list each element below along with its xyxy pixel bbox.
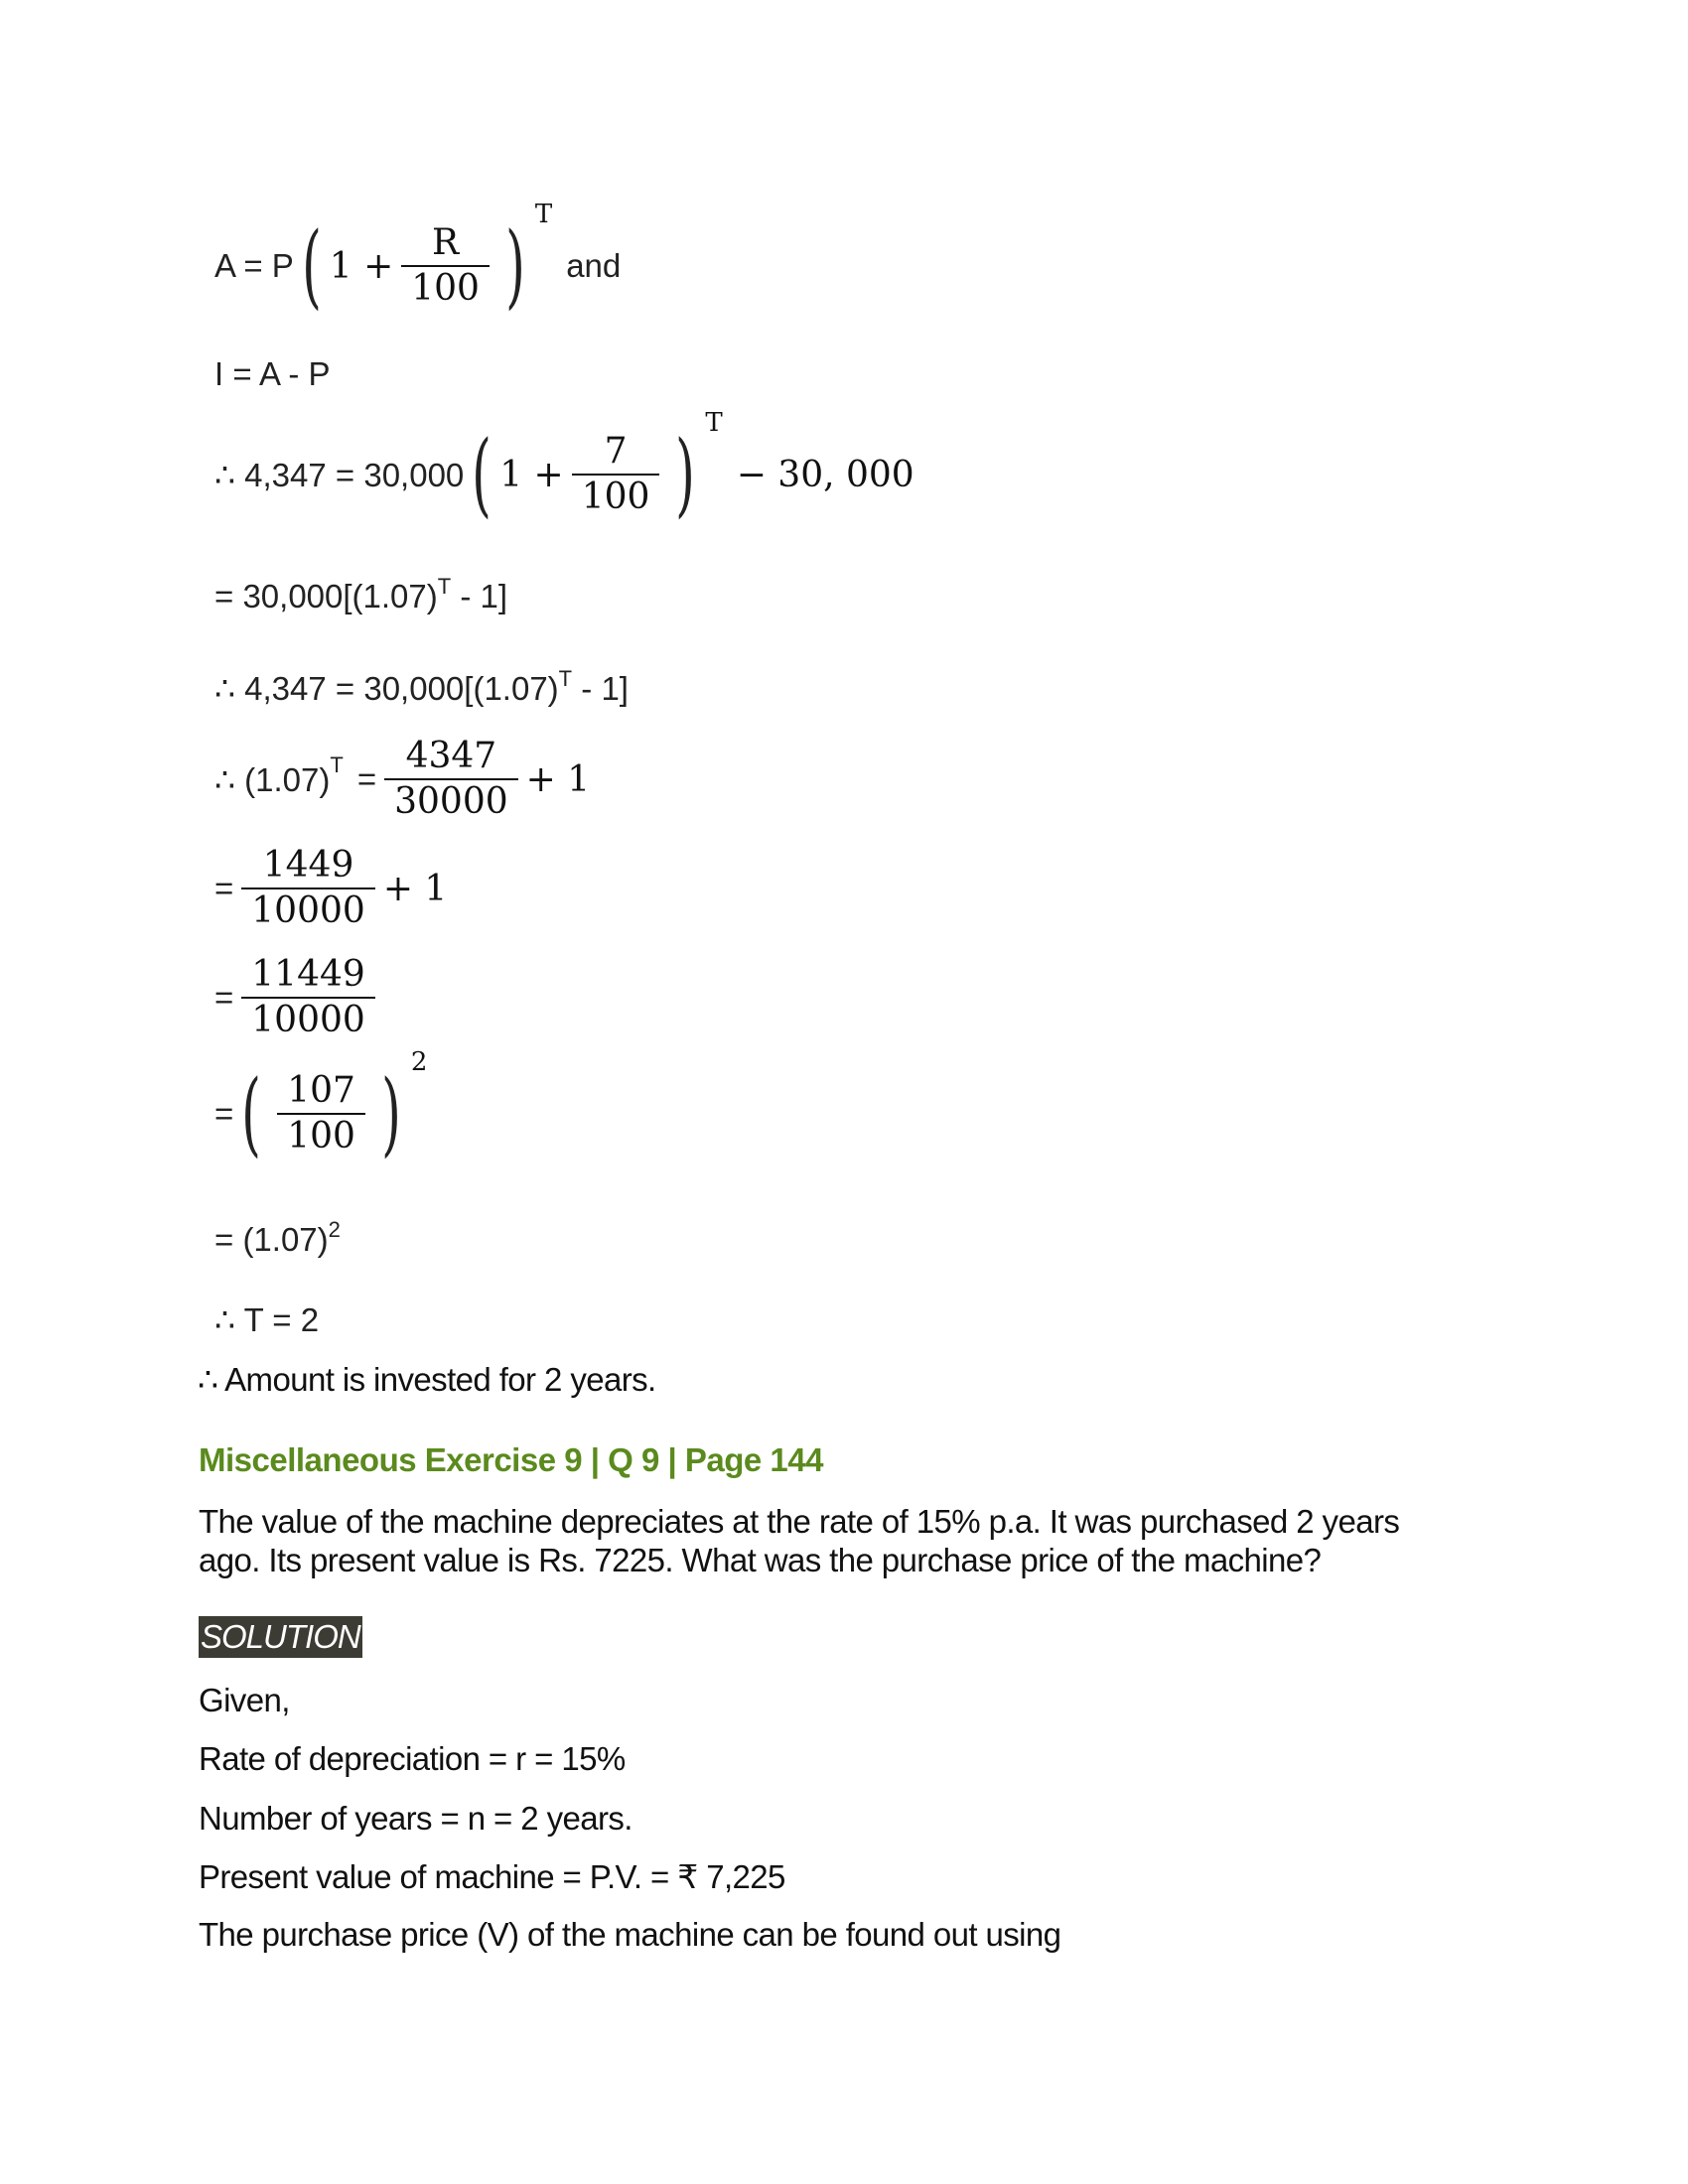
fraction-7-over-100 [572,430,660,519]
step-5 [214,844,447,933]
fraction-107-over-100 [277,1069,365,1159]
exponent: T [558,666,573,691]
equals: = [214,979,234,1016]
step-7 [214,1047,428,1166]
solution-given: Given, [199,1682,290,1718]
fraction-1449-over-10000 [241,844,375,933]
equals: = [356,760,377,797]
step-2-text: = 30,000[(1.07) [214,578,438,614]
denominator: 10000 [251,890,365,931]
exponent: 2 [410,1047,428,1077]
solution-purchase-price: The purchase price (V) of the machine can be found out using [199,1916,1061,1953]
step-4 [214,735,590,824]
denominator: 100 [287,1116,355,1157]
equals: = [214,1095,234,1132]
left-paren: ( [241,1060,262,1166]
numerator: R [432,222,460,263]
step-4-prefix: ∴ (1.07) [214,760,331,798]
numerator: 4347 [405,736,497,776]
numerator: 7 [604,431,628,472]
left-paren: ( [301,212,322,319]
exponent: 2 [328,1217,341,1242]
step-3-text: ∴ 4,347 = 30,000[(1.07) [214,670,559,707]
exponent: T [705,408,723,438]
solution-rate: Rate of depreciation = r = 15% [199,1740,626,1777]
question-line-1: The value of the machine depreciates at the rate of 15% p.a. It was purchased 2 years [199,1503,1400,1540]
step-6 [214,953,383,1042]
denominator: 30000 [394,781,508,822]
left-paren: ( [472,421,492,527]
step-1-suffix: − 30, 000 [736,454,914,495]
equals: = [214,870,234,906]
numerator: 107 [287,1070,355,1111]
numerator: 11449 [251,954,365,995]
step-1-prefix: ∴ 4,347 = 30,000 [214,456,465,493]
step-8 [214,1217,341,1259]
one-plus: 1 + [329,245,394,287]
plus-one: + 1 [382,868,448,909]
exponent: T [534,200,553,229]
step-9: ∴ T = 2 [214,1301,320,1338]
step-8-text: = (1.07) [214,1221,329,1258]
denominator: 100 [581,477,650,517]
fraction-4347-over-30000 [384,735,518,824]
one-plus: 1 + [499,454,564,495]
solution-years: Number of years = n = 2 years. [199,1800,633,1837]
solution-badge: SOLUTION [199,1616,362,1658]
question-heading: Miscellaneous Exercise 9 | Q 9 | Page 144 [199,1441,823,1478]
question-line-2: ago. Its present value is Rs. 7225. What was the purchase price of the machine? [199,1542,1322,1578]
right-paren: ) [675,421,696,527]
denominator: 100 [411,268,480,309]
right-paren: ) [505,212,525,319]
fraction-r-over-100 [401,221,490,311]
step-3 [214,666,629,708]
fraction-11449-over-10000 [241,953,375,1042]
step-2 [214,574,508,615]
denominator: 10000 [251,1000,365,1040]
plus-one: + 1 [525,758,591,800]
formula-compound-amount [214,200,622,319]
exponent: T [437,574,452,599]
conclusion: ∴ Amount is invested for 2 years. [198,1361,656,1398]
step-2-tail: - 1] [451,578,508,614]
step-1 [214,408,914,527]
step-3-tail: - 1] [572,670,629,707]
and-text: and [566,247,622,284]
formula-interest: I = A - P [214,355,331,392]
solution-present-value: Present value of machine = P.V. = ₹ 7,225 [199,1858,785,1895]
numerator: 1449 [262,845,354,886]
right-paren: ) [380,1060,401,1166]
formula-lhs: A = P [214,247,294,284]
exponent: T [330,752,344,777]
